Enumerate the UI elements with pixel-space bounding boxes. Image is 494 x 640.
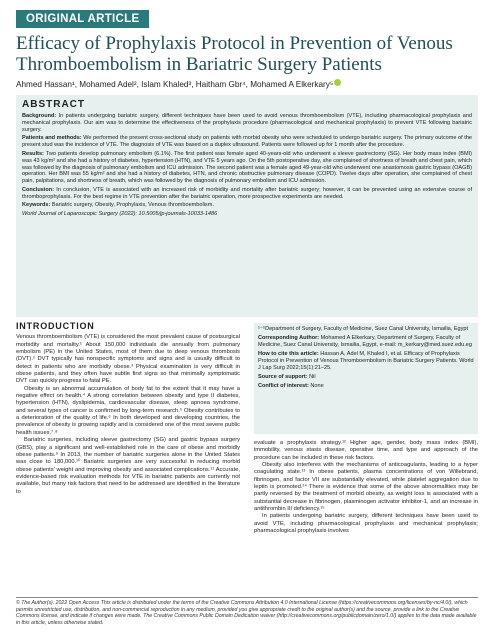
conflict-of-interest — [258, 383, 474, 390]
intro-paragraph-1: Venous thromboembolism (VTE) is considered the most prevalent cause of postsurgical morbidity and mortality.¹ About 150,000 individuals die annually from pulmonary embolism (PE) in the United States, most of them due to deep venous thrombosis (DVT).² DVT typically has nonspecific symptoms and signs and is usually difficult to detect in patients who are morbidly obese.³ Physical examination is very difficult in obese patients, and they often have subtle first signs so that minimally symptomatic DVT can quickly progress to fatal PE. — [16, 334, 240, 385]
license-footer: © The Author(s). 2022 Open Access This article is distributed under the terms of the Creative Commons Attribution 4.0 International License (https://creativecommons.org/licenses/by-nc/4.0/), which permits unrestricted use, distribution, and non-commercial reproduction in any medium, provided you give appropriate credit to the original author(s) and the source, provide a link to the Creative Commons license, and indicate if changes were made. The Creative Commons Public Domain Dedication waiver (http://creativecommons.org/publicdomain/zero/1.0/) applies to the data made available in this article, unless otherwise stated. — [16, 600, 477, 626]
corresponding-author — [258, 335, 474, 349]
abstract-body — [22, 113, 472, 219]
conflict-label: Conflict of interest: — [258, 383, 309, 389]
abstract-background — [22, 113, 472, 134]
right-paragraph-1: evaluate a prophylaxis strategy.¹² Higher age, gender, body mass index (BMI), immobility, venous stasis disease, operative time, and type and approach of the procedure can be included in these risk factors. — [254, 440, 478, 461]
results-text: Two patients develop pulmonary embolism (6.1%). The first patient was female aged 40-years-old who underwent a sleeve gastrectomy (SG). Her body mass index (BMI) was 43 kg/m² and she had a history of diabetes, hypertension (HTN), and VTE 5 years ago. On the 5th postoperative day, she complained of shortness of breath and chest pain, which was followed by the diagnosis of pulmonary embolism and ICU admission. The second patient was a female aged 49-year-old who underwent one anastomosis gastric bypass (OAGB) operation. Her BMI was 55 kg/m² and she had a history of diabetes, HTN, and chronic obstructive pulmonary disease (COPD). Twelve days after operation, she complained of chest pain, palpitations, and shortness of breath, which was followed by the diagnosis of pulmonary embolism and ICU admission. — [22, 150, 472, 185]
abstract-heading: ABSTRACT — [22, 99, 85, 110]
keywords-text: Bariatric surgery, Obesity, Prophylaxis, Venous thromboembolism. — [51, 202, 214, 209]
affiliation-text: ¹⁻⁵Department of Surgery, Faculty of Medicine, Suez Canal University, Ismailia, Egypt — [258, 326, 469, 332]
article-title: Efficacy of Prophylaxis Protocol in Prevention of Venous Thromboembolism in Bariatric Surgery Patients — [16, 33, 453, 75]
article-type-tag: ORIGINAL ARTICLE — [16, 10, 149, 28]
methods-text: We performed the present cross-sectional study on patients with morbid obesity who were scheduled to undergo bariatric surgery. The primary outcome of the present stud was the incidence of VTE. The diagnosis of VTE was based on a duplex ultrasound. Patients were followed up for 1 month after the procedure. — [22, 135, 473, 149]
intro-paragraph-3: Bariatric surgeries, including sleeve gastrectomy (SG) and gastric bypass surgery (GBS), play a significant and well-established role in the care of obese and morbidly obese patients.⁹ In 2013, the number of bariatric surgeries alone in the United States was close to 180,000.¹⁰ Bariatric surgeries are very successful in reducing morbid obese patients' weight and improving obesity and associated complications.¹¹ Accurate, evidence-based risk evaluation methods for VTE in bariatric patients are currently not available, but many risk factors that need to be addressed are identified in the literature to — [16, 437, 240, 495]
conflict-text: None — [310, 383, 324, 389]
right-paragraph-3: In patients undergoing bariatric surgery, different techniques have been used to avoid VTE, including pharmacological prophylaxis and mechanical prophylaxis; pharmacological prophylaxis involves — [254, 513, 478, 535]
right-body — [254, 440, 478, 535]
right-column — [254, 323, 478, 535]
affiliation-box — [254, 323, 478, 434]
abstract-results — [22, 151, 472, 186]
abstract-citation — [22, 211, 472, 218]
support-label: Source of support: — [258, 374, 308, 380]
cite-label: How to cite this article: — [258, 351, 319, 357]
intro-paragraph-2: Obesity is an abnormal accumulation of body fat to the extent that it may have a negative effect on health.⁴ A strong correlation between obesity and type II diabetes, hypertension (HTN), dyslipidemia, cardiovascular disease, sleep apnoea syndrome, and several types of cancer is confirmed by long-term research.⁵ Obesity contributes to a deterioration of the quality of life.⁶ In both developed and developing countries, the prevalence of obesity is growing rapidly and is considered one of the most severe public health issues.⁷˒⁸ — [16, 385, 240, 436]
introduction-heading: INTRODUCTION — [16, 321, 95, 331]
right-paragraph-2: Obesity also interferes with the mechanisms of anticoagulants, leading to a hyper coagulating state.¹³ In obese patients, plasma concentrations of von Willebrand, fibrinogen, and factor VII are substantially elevated, while platelet aggregation due to leptin is promoted.¹⁴ There is evidence that some of the above abnormalities may be partly reversed by the treatment of morbid obesity, as weight loss is associated with a substantial decrease in fibrinogen, plasminogen activator inhibitor-1, and an increase in antithrombin III deficiency.¹⁵ — [254, 462, 478, 513]
orcid-icon[interactable] — [334, 79, 341, 86]
methods-label: Patients and methods: — [22, 135, 82, 142]
abstract-conclusion — [22, 187, 472, 201]
abstract-keywords — [22, 202, 472, 209]
keywords-label: Keywords: — [22, 202, 51, 209]
author-names: Ahmed Hassan¹, Mohamed Adel², Islam Khaled³, Haitham Gbr⁴, Mohamed A Elkerkary⁵ — [16, 80, 334, 89]
author-list — [16, 79, 341, 89]
conclusion-label: Conclusion: — [22, 186, 55, 193]
conclusion-text: In conclusion, VTE is associated with an increased risk of morbidity and mortality after bariatric surgery; however, it can be prevented using an extensive course of thromboprophylaxis. For the best regime in VTE prevention after the bariatric operation, more prospective experiments are needed. — [22, 186, 472, 200]
cite-text: Hassan A, Adel M, Khaled I, et al. Efficacy of Prophylaxis Protocol in Prevention of Venous Thromboembolism in Bariatric Surgery Patients. World J Lap Surg 2022;15(1):21–25. — [258, 351, 474, 371]
how-to-cite — [258, 351, 474, 372]
left-column — [16, 323, 240, 496]
background-label: Background: — [22, 113, 57, 119]
corresponding-label: Corresponding Author: — [258, 335, 320, 341]
support-text: Nil — [309, 374, 316, 380]
footer-divider — [16, 597, 478, 598]
results-label: Results: — [22, 150, 44, 157]
background-text: In patients undergoing bariatric surgery, different techniques have been used to avoid venous thromboembolism (VTE), including pharmacological prophylaxis and mechanical prophylaxis. Our aim was to determine the effectiveness of the prophylaxis procedure (pharmacological and mechanical prophylaxis) to prevent VTE following bariatric surgery. — [22, 113, 472, 133]
citation-text: World Journal of Laparoscopic Surgery (2022): 10.5005/jp-journals-10033-1486 — [22, 210, 218, 217]
corresponding-text: Mohamed A Elkerkary, Department of Surgery, Faculty of Medicine, Suez Canal University, Ismailia, Egypt, e-mail: m_kerkary@med.suez.edu.eg — [258, 335, 472, 348]
source-of-support — [258, 374, 474, 381]
abstract-methods — [22, 135, 472, 149]
